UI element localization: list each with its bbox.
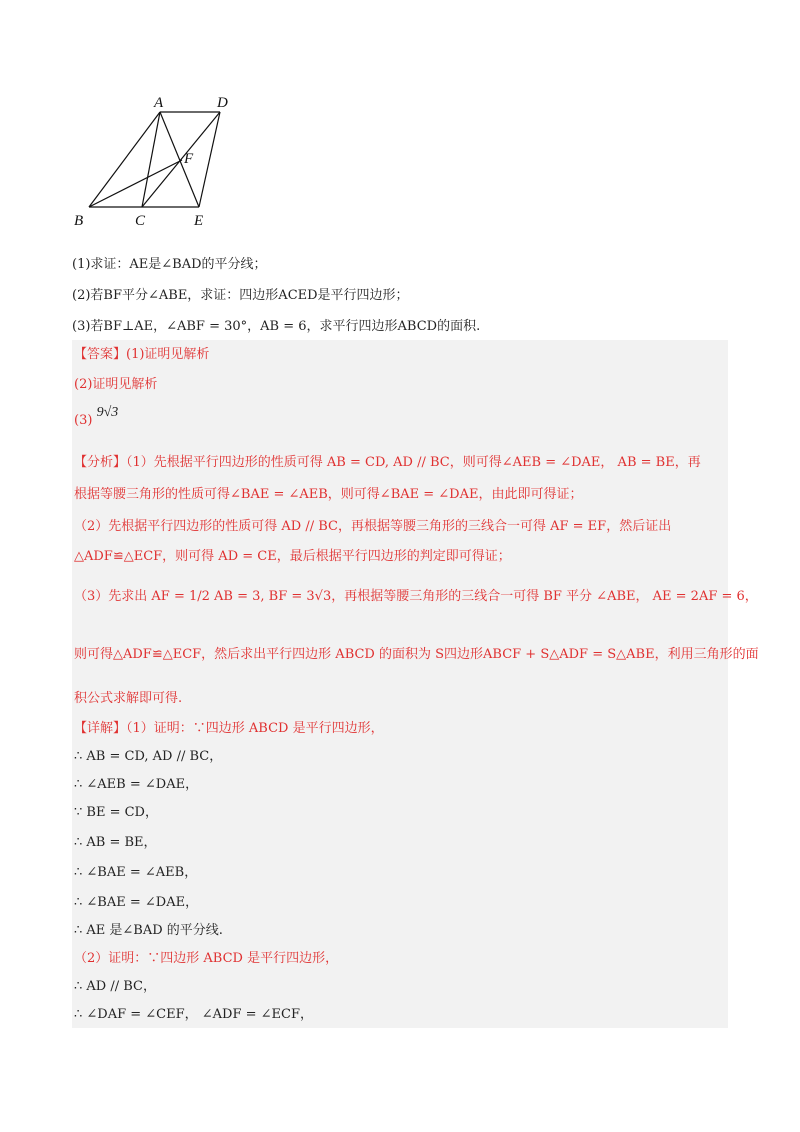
label-D: D [217, 95, 228, 111]
detail-line-10: ∴ AD // BC， [74, 979, 156, 994]
detail-line-7: ∴ ∠BAE = ∠DAE， [74, 895, 199, 910]
detail-line-1: 【详解】（1）证明：∵四边形 ABCD 是平行四边形， [74, 721, 384, 736]
label-C: C [135, 213, 146, 229]
detail-line-9: （2）证明：∵四边形 ABCD 是平行四边形， [74, 951, 339, 966]
detail-line-11: ∴ ∠DAF = ∠CEF， ∠ADF = ∠ECF， [74, 1007, 313, 1022]
segment-AC [142, 112, 160, 207]
detail-line-2: ∴ AB = CD, AD // BC， [74, 749, 223, 764]
analysis-line-7: 积公式求解即可得. [74, 691, 183, 706]
analysis-line-2: 根据等腰三角形的性质可得∠BAE = ∠AEB，则可得∠BAE = ∠DAE，由此即可得证； [74, 487, 583, 502]
answer-1: 【答案】(1)证明见解析 [74, 347, 210, 362]
answer-3-value: 9√3 [96, 405, 119, 420]
answer-3-prefix: (3) [74, 413, 93, 428]
analysis-line-5: （3）先求出 AF = 1/2 AB = 3, BF = 3√3，再根据等腰三角形的三线合一可得 BF 平分 ∠ABE， AE = 2AF = 6， [74, 589, 758, 604]
label-B: B [74, 213, 84, 229]
detail-line-5: ∴ AB = BE， [74, 835, 157, 850]
question-3: (3)若BF⊥AE，∠ABF = 30°，AB = 6，求平行四边形ABCD的面积. [72, 319, 481, 334]
answer-3 [74, 404, 118, 430]
detail-line-3: ∴ ∠AEB = ∠DAE， [74, 777, 199, 792]
segment-CD [142, 112, 220, 207]
label-E: E [194, 213, 204, 229]
segment-BF [89, 160, 182, 207]
detail-line-4: ∵ BE = CD， [74, 805, 158, 820]
geometry-figure [70, 92, 250, 232]
analysis-line-1: 【分析】（1）先根据平行四边形的性质可得 AB = CD, AD // BC，则可得∠AEB = ∠DAE， AB = BE，再 [74, 455, 701, 470]
label-A: A [154, 95, 164, 111]
parallelogram-diagram [70, 92, 250, 232]
detail-line-8: ∴ AE 是∠BAD 的平分线. [74, 923, 223, 938]
segment-BA [89, 112, 160, 207]
detail-line-6: ∴ ∠BAE = ∠AEB， [74, 865, 198, 880]
label-F: F [184, 151, 194, 167]
answer-2: (2)证明见解析 [74, 377, 158, 392]
question-1: (1)求证：AE是∠BAD的平分线； [72, 257, 267, 272]
analysis-line-3: （2）先根据平行四边形的性质可得 AD // BC，再根据等腰三角形的三线合一可得 AF = EF，然后证出 [74, 519, 672, 534]
analysis-line-4: △ADF≌△ECF，则可得 AD = CE，最后根据平行四边形的判定即可得证； [74, 549, 511, 564]
analysis-line-6: 则可得△ADF≌△ECF，然后求出平行四边形 ABCD 的面积为 S四边形ABCF + S△ADF = S△ABE，利用三角形的面 [74, 647, 759, 662]
question-2: (2)若BF平分∠ABE，求证：四边形ACED是平行四边形； [72, 288, 409, 303]
segment-DE [199, 112, 220, 207]
